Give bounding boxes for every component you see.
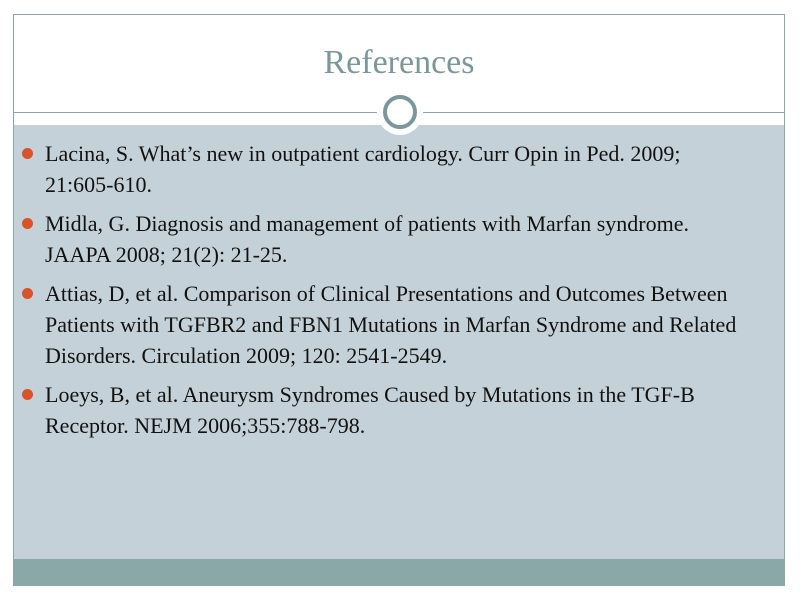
reference-list [20, 138, 748, 449]
circle-ring [383, 95, 417, 129]
footer-bar [14, 559, 784, 585]
bullet-icon [22, 218, 33, 229]
slide-title: References [323, 44, 475, 81]
reference-text: Lacina, S. What’s new in outpatient cardiology. Curr Opin in Ped. 2009; 21:605-610. [45, 141, 681, 197]
list-item [20, 138, 748, 200]
list-item [20, 379, 748, 441]
list-item [20, 278, 748, 371]
bullet-icon [22, 288, 33, 299]
list-item [20, 208, 748, 270]
bullet-icon [22, 148, 33, 159]
reference-text: Midla, G. Diagnosis and management of patients with Marfan syndrome. JAAPA 2008; 21(2): 21-25. [45, 211, 689, 267]
bullet-icon [22, 389, 33, 400]
reference-text: Attias, D, et al. Comparison of Clinical Presentations and Outcomes Between Patients with TGFBR2 and FBN1 Mutations in Marfan Syndrome and Related Disorders. Circulation 2009; 120: 2541-2549. [45, 281, 737, 368]
reference-text: Loeys, B, et al. Aneurysm Syndromes Caused by Mutations in the TGF-B Receptor. NEJM 2006;355:788-798. [45, 382, 695, 438]
circle-ornament-icon [377, 89, 423, 135]
